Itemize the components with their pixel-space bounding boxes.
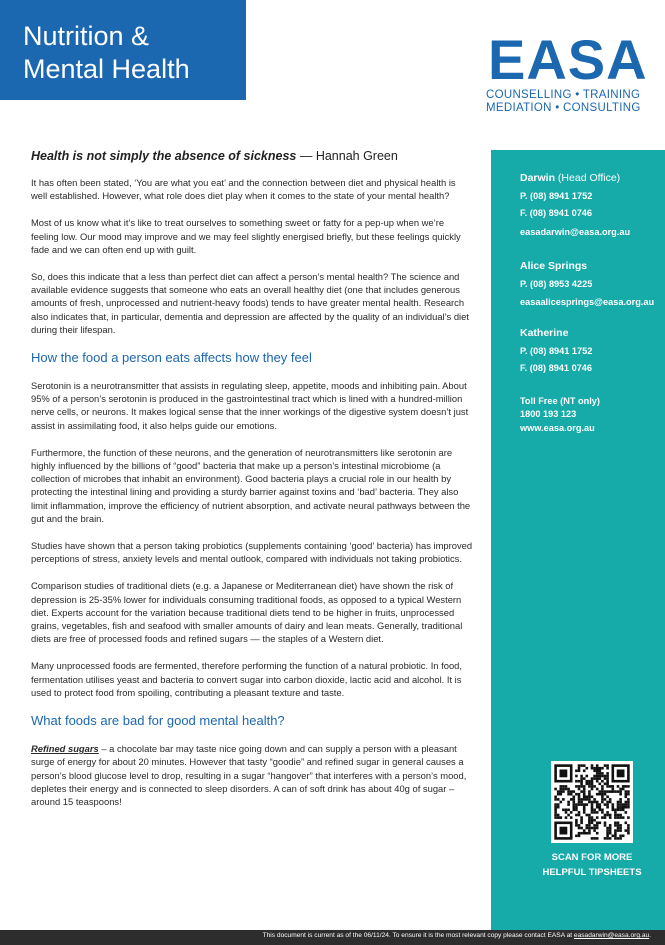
footer-note xyxy=(263,932,651,939)
paragraph: It has often been stated, ‘You are what you eat’ and the connection between diet and physical health is well established. However, what role does diet play when it comes to the state of your mental health? xyxy=(31,177,456,202)
katherine-heading: Katherine xyxy=(520,327,569,339)
paragraph-refined-sugars xyxy=(31,742,473,808)
scan-label-2: HELPFUL TIPSHEETS xyxy=(542,867,642,878)
website-link[interactable]: www.easa.org.au xyxy=(520,423,595,433)
footer-email-link[interactable]: easadarwin@easa.org.au xyxy=(573,932,650,939)
darwin-phone: P. (08) 8941 1752 xyxy=(520,191,593,201)
paragraph: Comparison studies of traditional diets (e.g. a Japanese or Mediterranean diet) have shown the risk of depression is 25-35% lower for individuals consuming traditional foods, as opposed to a typical Western diet. Experts account for the variation because traditional diets tend to be higher in fruits, unprocessed grains, vegetables, fish and seafood with smaller amounts of dairy and lean meats. Generally, traditional diets are free of processed foods and refined sugars — the staples of a Western diet. xyxy=(31,580,463,645)
paragraph: Many unprocessed foods are fermented, therefore performing the function of a natural probiotic. In food, fermentation utilises yeast and bacteria to convert sugar into carbon dioxide, lactic acid and alcohol. It is used to protect food from spoiling, contributing a pleasant texture and taste. xyxy=(31,660,462,698)
contact-sidebar xyxy=(491,150,665,930)
paragraph: Studies have shown that a person taking probiotics (supplements containing ‘good’ bacteria) has improved perceptions of stress, anxiety levels and mental outlook, compared with individuals not taking probiotics. xyxy=(31,540,473,565)
lead-term: Refined sugars xyxy=(31,743,99,755)
logo-wordmark: EASA xyxy=(488,28,648,91)
alice-springs-heading: Alice Springs xyxy=(520,260,588,272)
darwin-name: Darwin xyxy=(520,172,556,184)
page-title-line2: Mental Health xyxy=(23,54,190,84)
paragraph-text: – a chocolate bar may taste nice going down and can supply a person with a pleasant surge of energy for about 20 minutes. However that tasty “goodie” and refined sugar in general causes a person’s blood glucose level to drop, resulting in a sugar “hangover” that interferes with a person’s mood, depletes their energy and is connected to sleep disorders. A can of soft drink has about 40g of sugar – around 15 teaspoons! xyxy=(31,743,467,807)
toll-free-number: 1800 193 123 xyxy=(520,409,577,419)
katherine-fax: F. (08) 8941 0746 xyxy=(520,363,593,373)
logo-tagline-1: COUNSELLING • TRAINING xyxy=(486,89,641,101)
quote-author: — Hannah Green xyxy=(296,149,398,163)
katherine-phone: P. (08) 8941 1752 xyxy=(520,346,593,356)
paragraph: Furthermore, the function of these neurons, and the generation of neurotransmitters like serotonin are highly influenced by the billions of “good” bacteria that make up a person’s intestinal microbiome (a collection of microbes that inhabit an environment). Good bacteria plays a crucial role in our health by protecting the intestinal lining and providing a sturdy barrier against toxins and ‘bad’ bacteria. They also limit inflammation, improve the efficiency of nutrient absorption, and activate neural pathways between the gut and the brain. xyxy=(31,446,471,524)
header-banner xyxy=(0,0,246,100)
alice-email-link[interactable]: easaalicesprings@easa.org.au xyxy=(520,297,655,307)
paragraph: So, does this indicate that a less than perfect diet can affect a person’s mental health? The science and available evidence suggests that someone who eats an overall healthy diet (one that includes generous amounts of fresh, unprocessed and nutrient-heavy foods) tends to have greater mental health. Research also indicates that, in particular, dementia and depression are affected by the quality of an individual’s diet during their lifespan. xyxy=(31,271,469,335)
paragraph: Most of us know what it’s like to treat ourselves to something sweet or fatty for a pep-up when we’re feeling low. Our mood may improve and we may feel slightly energised briefly, but these feelings quickly fade and we can often end up with guilt. xyxy=(31,217,461,255)
scan-label-1: SCAN FOR MORE xyxy=(551,852,633,863)
darwin-email-link[interactable]: easadarwin@easa.org.au xyxy=(520,227,631,237)
logo-tagline-2: MEDIATION • CONSULTING xyxy=(486,102,641,114)
qr-code-icon[interactable] xyxy=(551,761,633,843)
darwin-note: (Head Office) xyxy=(555,172,621,184)
toll-free-label: Toll Free (NT only) xyxy=(520,396,600,406)
footer-bar xyxy=(0,930,665,945)
alice-phone: P. (08) 8953 4225 xyxy=(520,279,593,289)
page-title-line1: Nutrition & xyxy=(23,21,150,51)
easa-logo xyxy=(484,28,648,121)
section-heading-food-feel: How the food a person eats affects how they feel xyxy=(31,350,312,366)
quote-text: Health is not simply the absence of sickness xyxy=(31,149,297,163)
footer-end: . xyxy=(649,932,651,939)
section-heading-bad-foods: What foods are bad for good mental health? xyxy=(31,713,285,729)
footer-text: This document is current as of the 06/11/24. To ensure it is the most relevant copy please contact EASA at xyxy=(262,932,574,939)
main-content xyxy=(31,148,473,822)
intro-quote xyxy=(31,148,473,164)
darwin-heading xyxy=(520,172,620,184)
paragraph: Serotonin is a neurotransmitter that assists in regulating sleep, appetite, moods and inhibiting pain. About 95% of a person’s serotonin is produced in the gastrointestinal tract which is lined with a hundred-million nerve cells, or neurons. It makes logical sense that the inner workings of the digestive system doesn’t just assist in assimilating food, it also helps guide our emotions. xyxy=(31,380,469,431)
darwin-fax: F. (08) 8941 0746 xyxy=(520,208,593,218)
